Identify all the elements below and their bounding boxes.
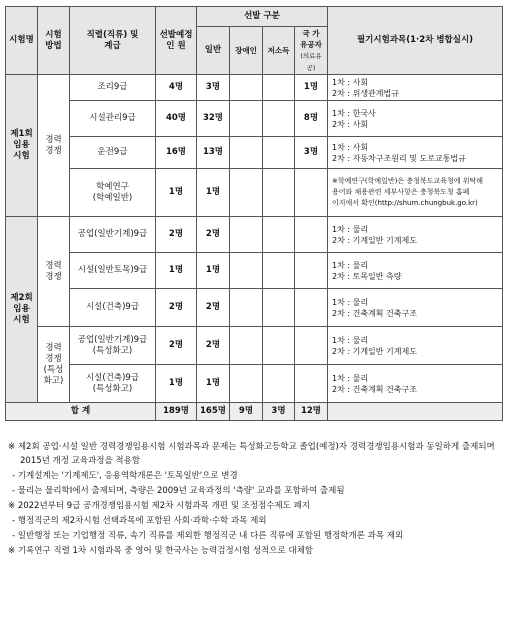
row-subjects: 1차 : 한국사 2차 : 사회 <box>328 101 503 137</box>
row-merit: 8명 <box>295 101 328 137</box>
row-disabled <box>230 253 263 289</box>
row-merit <box>295 365 328 403</box>
row-subjects: 1차 : 사회 2차 : 자동차구조원리 및 도로교통법규 <box>328 137 503 169</box>
row-lowincome <box>263 169 295 217</box>
row-job: 시설(건축)9급 (특성화고) <box>70 365 156 403</box>
row-merit <box>295 217 328 253</box>
header-job: 직렬(직류) 및 계급 <box>70 7 156 75</box>
row-general: 1명 <box>197 253 230 289</box>
row-lowincome <box>263 217 295 253</box>
note-item: - 기계설계는 '기계제도', 응용역학개론은 '토목일반'으로 변경 <box>12 471 238 481</box>
header-division: 선발 구분 <box>197 7 328 27</box>
row-disabled <box>230 137 263 169</box>
header-method: 시험 방법 <box>38 7 70 75</box>
exam1-name: 제1회 임용 시험 <box>6 75 38 217</box>
row-general: 32명 <box>197 101 230 137</box>
header-planned: 선발예정 인 원 <box>156 7 197 75</box>
row-job: 시설관리9급 <box>70 101 156 137</box>
note-item: ※ 2022년부터 9급 공개경쟁임용시험 제2차 시험과목 개편 및 조정점수제도 폐지 <box>8 501 311 511</box>
row-merit <box>295 289 328 327</box>
header-exam: 시험명 <box>6 7 38 75</box>
row-subjects: ※학예연구(학예일반)은 충청북도교육청에 위탁해 용어와 채용관련 세부사항은 충청북도청 홈페 이지에서 확인(http://shum.chungbuk.go.kr) <box>328 169 503 217</box>
row-merit: 1명 <box>295 75 328 101</box>
row-disabled <box>230 75 263 101</box>
row-lowincome <box>263 75 295 101</box>
row-subjects: 1차 : 물리 2차 : 건축계획 건축구조 <box>328 365 503 403</box>
note-item: ※ 제2회 공업·시설 일반 경력경쟁임용시험 시험과목과 문제는 특성화고등학교 졸업(예정)자 경력경쟁임용시험과 동일하게 출제되며 2015년 개정 교육과정을 적용함 <box>8 442 495 466</box>
row-general: 1명 <box>197 365 230 403</box>
row-disabled <box>230 101 263 137</box>
row-job: 운전9급 <box>70 137 156 169</box>
row-disabled <box>230 365 263 403</box>
row-planned: 2명 <box>156 327 197 365</box>
row-planned: 2명 <box>156 217 197 253</box>
header-subjects: 필기시험과목(1·2차 병합실시) <box>328 7 503 75</box>
row-merit <box>295 169 328 217</box>
total-merit: 12명 <box>295 403 328 421</box>
row-job: 조리9급 <box>70 75 156 101</box>
row-job: 공업(일반기계)9급 <box>70 217 156 253</box>
row-lowincome <box>263 327 295 365</box>
row-planned: 40명 <box>156 101 197 137</box>
header-merit-note: (의료유공) <box>300 51 322 72</box>
total-general: 165명 <box>197 403 230 421</box>
header-lowincome: 저소득 <box>263 27 295 75</box>
row-planned: 16명 <box>156 137 197 169</box>
row-subjects: 1차 : 물리 2차 : 토목일반 측량 <box>328 253 503 289</box>
row-subjects: 1차 : 물리 2차 : 건축계획 건축구조 <box>328 289 503 327</box>
row-job: 시설(일반토목)9급 <box>70 253 156 289</box>
row-disabled <box>230 217 263 253</box>
note-item: - 행정직군의 제2차시험 선택과목에 포함된 사회·과학·수학 과목 제외 <box>12 516 267 526</box>
row-job: 공업(일반기계)9급 (특성화고) <box>70 327 156 365</box>
row-general: 3명 <box>197 75 230 101</box>
row-general: 2명 <box>197 289 230 327</box>
row-general: 2명 <box>197 327 230 365</box>
exam2-name: 제2회 임용 시험 <box>6 217 38 403</box>
row-subjects: 1차 : 사회 2차 : 위생관계법규 <box>328 75 503 101</box>
exam2-method-b: 경력 경쟁 (특성 화고) <box>38 327 70 403</box>
row-subjects: 1차 : 물리 2차 : 기계일반 기계제도 <box>328 217 503 253</box>
row-disabled <box>230 289 263 327</box>
row-lowincome <box>263 365 295 403</box>
row-job: 학예연구 (학예일반) <box>70 169 156 217</box>
total-planned: 189명 <box>156 403 197 421</box>
header-disabled: 장애인 <box>230 27 263 75</box>
note-item: ※ 기록연구 직렬 1차 시험과목 중 영어 및 한국사는 능력검정시험 성적으로 대체함 <box>8 546 314 556</box>
row-planned: 4명 <box>156 75 197 101</box>
total-label: 합 계 <box>6 403 156 421</box>
header-general: 일반 <box>197 27 230 75</box>
total-lowincome: 3명 <box>263 403 295 421</box>
row-subjects: 1차 : 물리 2차 : 기계일반 기계제도 <box>328 327 503 365</box>
recruitment-table <box>5 6 503 421</box>
row-lowincome <box>263 137 295 169</box>
row-general: 2명 <box>197 217 230 253</box>
row-lowincome <box>263 101 295 137</box>
row-general: 13명 <box>197 137 230 169</box>
row-lowincome <box>263 253 295 289</box>
note-item: - 물리는 물리학Ⅰ에서 출제되며, 측량은 2009년 교육과정의 '측량' 교과를 포함하여 출제됨 <box>12 486 345 496</box>
row-planned: 2명 <box>156 289 197 327</box>
total-subjects <box>328 403 503 421</box>
row-disabled <box>230 327 263 365</box>
row-planned: 1명 <box>156 169 197 217</box>
exam2-method-a: 경력 경쟁 <box>38 217 70 327</box>
total-disabled: 9명 <box>230 403 263 421</box>
row-general: 1명 <box>197 169 230 217</box>
row-lowincome <box>263 289 295 327</box>
row-planned: 1명 <box>156 253 197 289</box>
row-job: 시설(건축)9급 <box>70 289 156 327</box>
notes-section <box>6 440 502 559</box>
row-planned: 1명 <box>156 365 197 403</box>
row-merit <box>295 327 328 365</box>
header-merit: 국 가 유공자 (의료유공) <box>295 27 328 75</box>
row-disabled <box>230 169 263 217</box>
row-merit <box>295 253 328 289</box>
note-item: - 일반행정 또는 기업행정 직류, 속기 직류를 제외한 행정직군 내 다른 직류에 포함된 행정학개론 과목 제외 <box>12 531 404 541</box>
row-merit: 3명 <box>295 137 328 169</box>
exam1-method: 경력 경쟁 <box>38 75 70 217</box>
